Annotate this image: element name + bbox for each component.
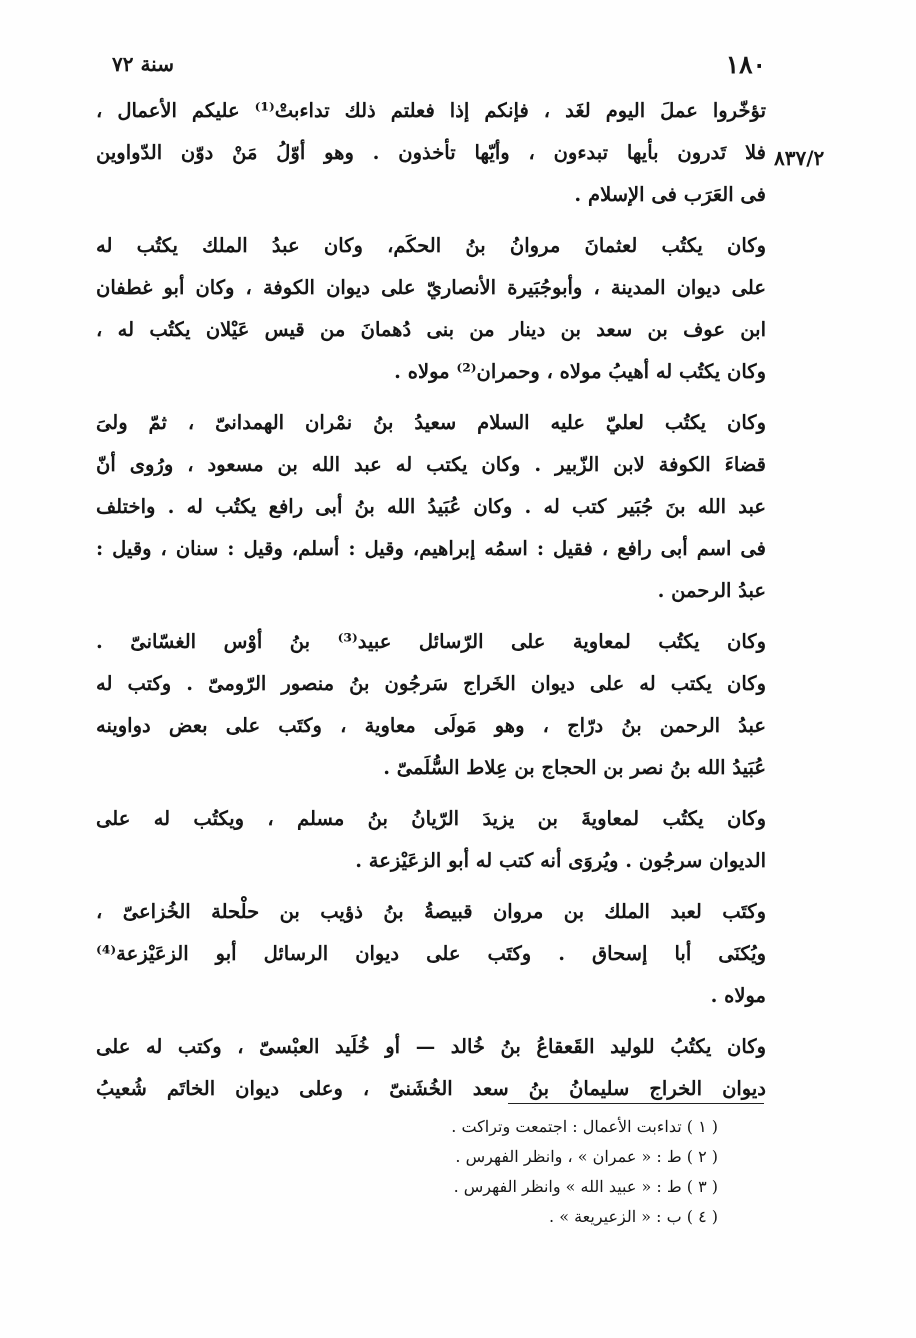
- text-line: وكان يكتُب لمعاوية على الرّسائل عبيد⁽³⁾ بنُ أوْس الغسّانىّ .: [96, 630, 766, 653]
- paragraph: [96, 621, 766, 789]
- text-line: عبد الله بنَ جُبَير كتب له . وكان عُبَيدُ الله بنُ أبى رافع يكتُب له . واختلف: [96, 495, 766, 518]
- text-line: وكان يكتب له على ديوان الخَراج سَرجُون بنُ منصور الرّومىّ . وكتب له: [96, 672, 766, 695]
- text-line: عبدُ الرحمن بنُ درّاج ، وهو مَولَى معاوية ، وكتَب على بعض دواوينه: [96, 714, 766, 737]
- text-line: وكان يكتُب لعليّ عليه السلام سعيدُ بنُ نمْران الهمدانىّ ، ثمّ ولىَ: [96, 411, 766, 434]
- main-text: [96, 90, 766, 1119]
- margin-reference: ٨٣٧/٢: [774, 146, 825, 170]
- footnote: ( ٤ ) ب : « الزعيريعة » .: [549, 1207, 718, 1226]
- text-line: وكان يكتُبُ للوليد القَعقاعُ بنُ خُالد — أو خُلَيد العبْسىّ ، وكتب له على: [96, 1035, 766, 1058]
- text-line: ديوان الخراج سليمانُ بنُ سعد الخُشَنىّ ، وعلى ديوان الخاتَم شُعيبُ: [96, 1077, 766, 1100]
- paragraph: [96, 225, 766, 393]
- text-line: وكان يكتُب لعثمانَ مروانُ بنُ الحكَم، وكان عبدُ الملك يكتُب له: [96, 234, 766, 257]
- footnotes: [300, 1112, 718, 1232]
- text-line: وكان يكتُب له أهيبُ مولاه ، وحمران⁽²⁾ مولاه .: [394, 360, 766, 383]
- text-line: قضاءَ الكوفة لابن الزّبير . وكان يكتب له عبد الله بن مسعود ، ورُوى أنّ: [96, 453, 766, 476]
- text-line: فى العَرَب فى الإسلام .: [574, 183, 766, 206]
- footnote: ( ١ ) تداءبت الأعمال : اجتمعت وتراكت .: [451, 1117, 718, 1136]
- footnote: ( ٢ ) ط : « عمران » ، وانظر الفهرس .: [455, 1147, 718, 1166]
- text-line: على ديوان المدينة ، وأبوجُبَيرة الأنصاريّ على ديوان الكوفة ، وكان أبو غطفان: [96, 276, 766, 299]
- running-head: سنة ٧٢: [112, 52, 174, 76]
- text-line: فى اسم أبى رافع ، فقيل : اسمُه إبراهيم، وقيل : أسلم، وقيل : سنان ، وقيل :: [96, 537, 766, 560]
- page-header: [0, 42, 916, 82]
- paragraph: [96, 891, 766, 1017]
- text-line: فلا تَدرون بأيها تبدءون ، وأيّها تأخذون . وهو أوّلُ مَنْ دوّن الدّواوين: [96, 141, 766, 164]
- text-line: عبدُ الرحمن .: [657, 579, 766, 602]
- text-line: وكان يكتُب لمعاويةَ بن يزيدَ الرّيانُ بنُ مسلم ، ويكتُب له على: [96, 807, 766, 830]
- text-line: تؤخّروا عملَ اليوم لغَد ، فإنكم إذا فعلتم ذلك تداءبتْ⁽¹⁾ عليكم الأعمال ،: [96, 99, 766, 122]
- footnote-divider: [508, 1103, 764, 1104]
- text-line: ويُكنَى أبا إسحاق . وكتَب على ديوان الرسائل أبو الزعَيْزعة⁽⁴⁾: [96, 942, 766, 965]
- page-number: ١٨٠: [725, 50, 766, 79]
- paragraph: [96, 1026, 766, 1110]
- paragraph: [96, 402, 766, 612]
- footnote: ( ٣ ) ط : « عبيد الله » وانظر الفهرس .: [453, 1177, 718, 1196]
- text-line: وكتَب لعبد الملك بن مروان قبيصةُ بنُ ذؤيب بن حلْحلة الخُزاعىّ ،: [96, 900, 766, 923]
- text-line: مولاه .: [710, 984, 766, 1007]
- text-line: الديوان سرجُون . ويُروَى أنه كتب له أبو الزعَيْزعة .: [355, 849, 766, 872]
- paragraph: [96, 798, 766, 882]
- text-line: ابن عوف بن سعد بن دينار من بنى دُهمانَ من قيس عَيْلان يكتُب له ،: [96, 318, 766, 341]
- text-line: عُبَيدُ الله بنُ نصر بن الحجاج بن عِلاط السُّلَمىّ .: [383, 756, 766, 779]
- paragraph: [96, 90, 766, 216]
